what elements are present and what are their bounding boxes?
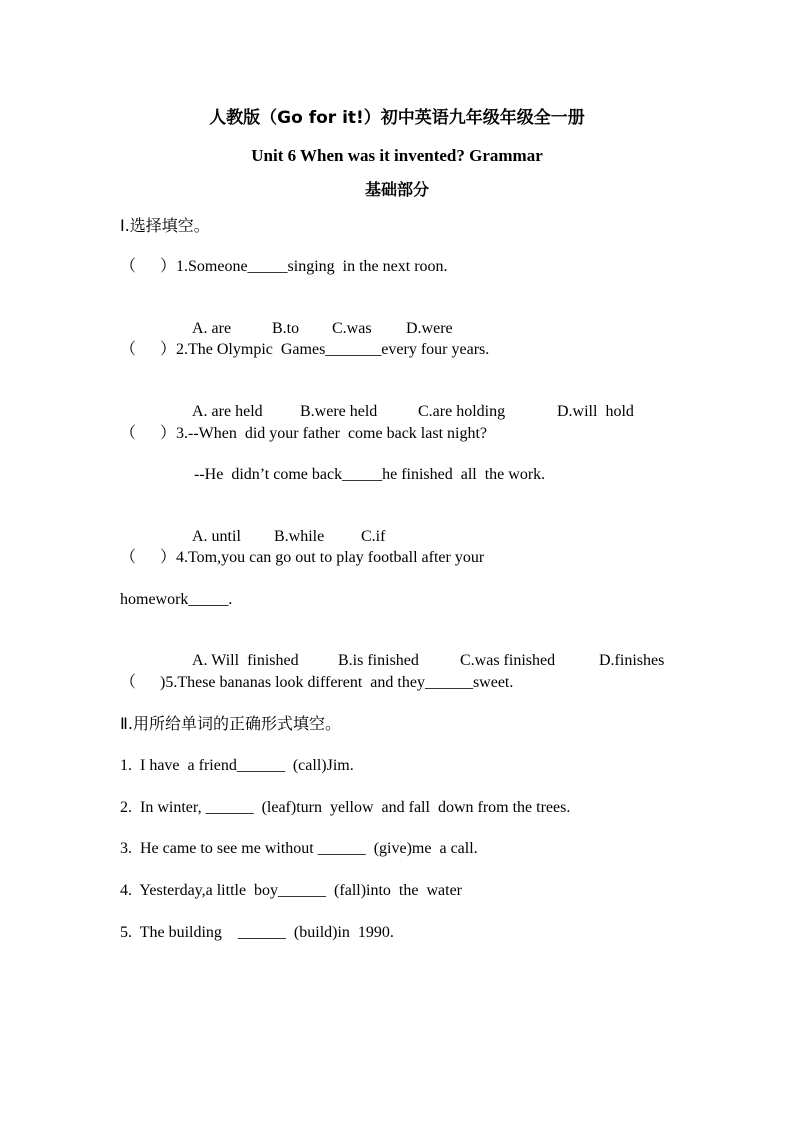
fill-item-5: 5. The building ______ (build)in 1990. — [120, 924, 394, 941]
fill-item-1: 1. I have a friend______ (call)Jim. — [120, 757, 354, 774]
unit-title: Unit 6 When was it invented? Grammar — [251, 146, 543, 165]
section-2-heading: Ⅱ.用所给单词的正确形式填空。 — [120, 714, 341, 733]
question-3-option-c: C.if — [361, 528, 386, 545]
question-4-option-b: B.is finished — [338, 652, 419, 669]
fill-item-3: 3. He came to see me without ______ (give)me a call. — [120, 840, 478, 857]
question-2-option-b: B.were held — [300, 403, 378, 420]
question-4-option-d: D.finishes — [599, 652, 665, 669]
part-heading: 基础部分 — [364, 180, 429, 199]
question-4-options — [184, 631, 664, 671]
question-2-option-d: D.will hold — [557, 403, 634, 420]
question-1-option-c: C.was — [332, 320, 372, 337]
document-title: 人教版（Go for it!）初中英语九年级年级全一册 — [209, 108, 585, 128]
question-2-option-a: A. are held — [192, 403, 263, 420]
section-1-heading: Ⅰ.选择填空。 — [120, 216, 210, 235]
question-4-option-c: C.was finished — [460, 652, 556, 669]
fill-item-4: 4. Yesterday,a little boy______ (fall)into the water — [120, 882, 462, 899]
question-3-options — [184, 507, 385, 547]
question-4-stem-continued: homework_____. — [120, 591, 233, 608]
question-4-stem: （ ）4.Tom,you can go out to play football after your — [120, 549, 485, 566]
fill-item-2: 2. In winter, ______ (leaf)turn yellow and fall down from the trees. — [120, 799, 571, 816]
question-5-stem: （ )5.These bananas look different and they______sweet. — [120, 674, 514, 691]
question-3-stem: （ ）3.--When did your father come back last night? — [120, 425, 488, 442]
question-1-option-b: B.to — [272, 320, 300, 337]
question-2-option-c: C.are holding — [418, 403, 506, 420]
question-3-answer-line: --He didn’t come back_____he finished all the work. — [194, 466, 546, 483]
question-1-option-d: D.were — [406, 320, 453, 337]
question-1-options — [184, 299, 453, 339]
question-2-stem: （ ）2.The Olympic Games_______every four years. — [120, 341, 490, 358]
question-1-option-a: A. are — [192, 320, 232, 337]
question-4-option-a: A. Will finished — [192, 652, 299, 669]
question-3-option-b: B.while — [274, 528, 325, 545]
question-1-stem: （ ）1.Someone_____singing in the next roon. — [120, 258, 448, 275]
question-2-options — [184, 382, 634, 422]
question-3-option-a: A. until — [192, 528, 241, 545]
